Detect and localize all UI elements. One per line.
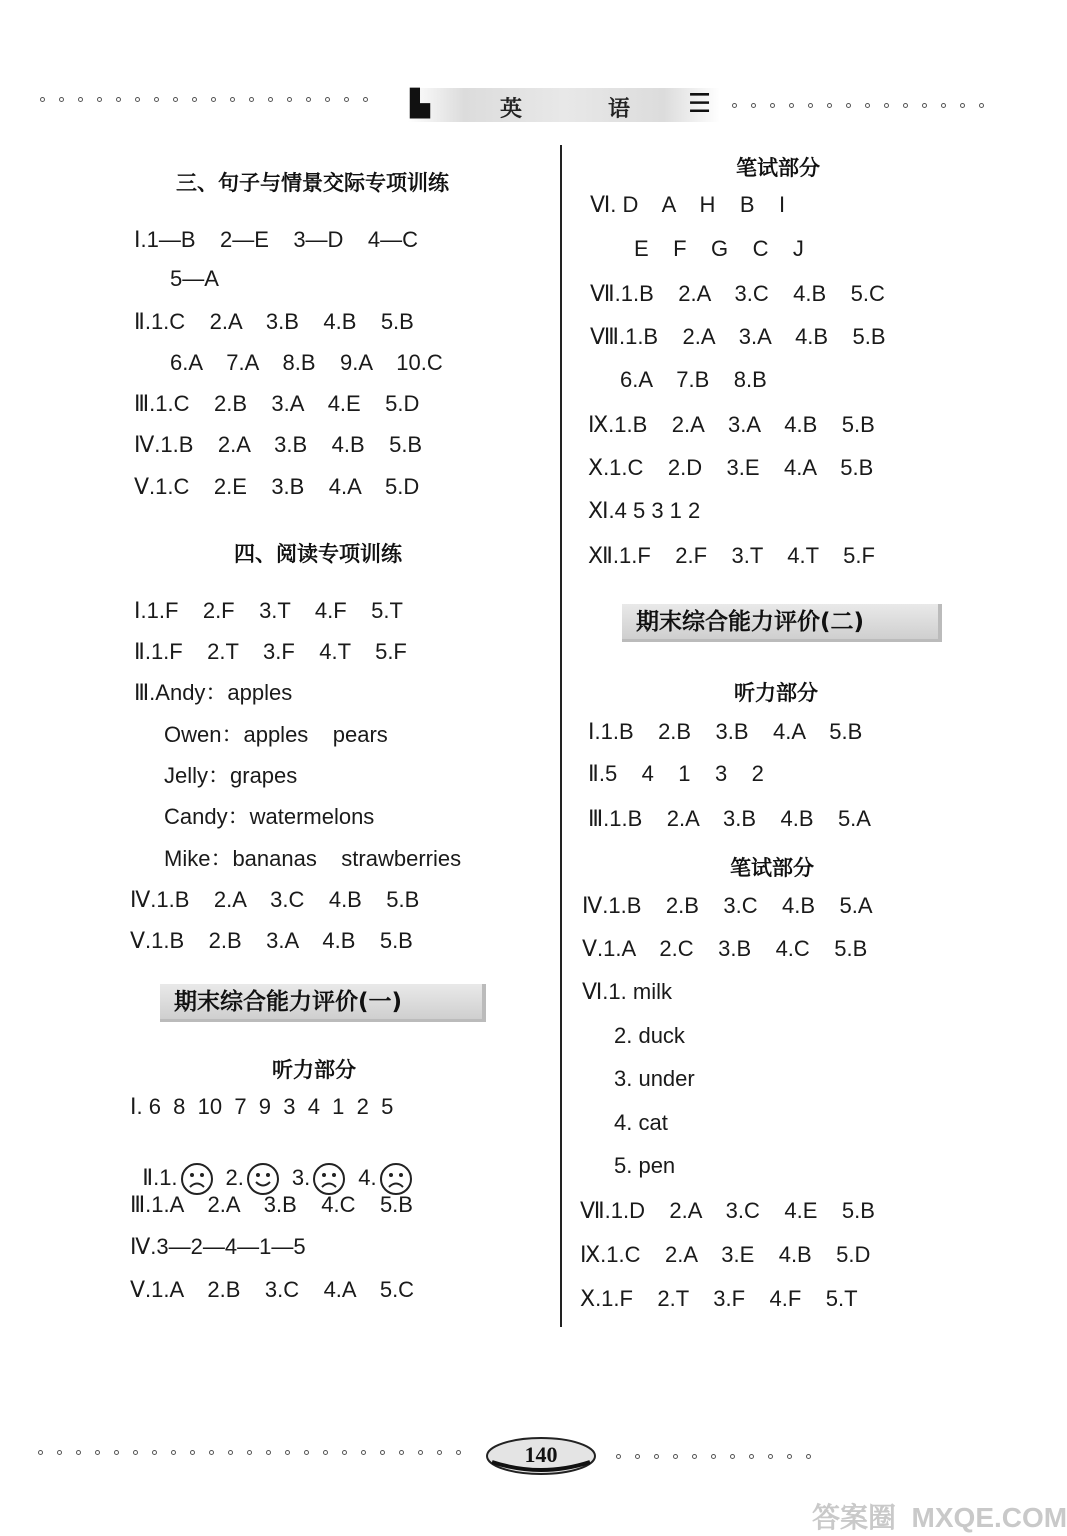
answer-line: Ⅸ.1.B 2.A 3.A 4.B 5.B	[588, 412, 875, 437]
sad-face-icon	[312, 1162, 346, 1196]
answer-line: Ⅳ.1.B 2.B 3.C 4.B 5.A	[582, 893, 873, 918]
page-number: 140	[524, 1442, 558, 1467]
listening-heading-1: 听力部分	[272, 1058, 356, 1082]
header-dots-left	[40, 97, 368, 102]
answer-line: Ⅹ.1.C 2.D 3.E 4.A 5.B	[588, 455, 874, 480]
answer-line: Ⅴ.1.A 2.B 3.C 4.A 5.C	[130, 1277, 415, 1302]
answer-line: Ⅻ.1.F 2.F 3.T 4.T 5.F	[588, 543, 875, 568]
watermark: 答案圈 MXQE.COM	[812, 1502, 1067, 1533]
sad-face-icon	[180, 1162, 214, 1196]
answer-line: 6.A 7.A 8.B 9.A 10.C	[170, 350, 443, 375]
answer-line: Ⅲ.1.C 2.B 3.A 4.E 5.D	[134, 391, 420, 416]
answer-line: Ⅵ.1. milk	[582, 979, 672, 1004]
answer-line: Candy：watermelons	[164, 804, 375, 829]
answer-line: Ⅰ. 6 8 10 7 9 3 4 1 2 5	[130, 1094, 394, 1119]
page-number-badge	[484, 1432, 598, 1478]
answer-line: 5—A	[170, 266, 219, 291]
answer-line: Ⅲ.1.A 2.A 3.B 4.C 5.B	[130, 1192, 413, 1217]
answer-line: Ⅶ.1.B 2.A 3.C 4.B 5.C	[590, 281, 885, 306]
section-title-reading: 四、阅读专项训练	[234, 542, 402, 566]
written-heading-2: 笔试部分	[730, 856, 814, 880]
answer-line: Ⅰ.1.B 2.B 3.B 4.A 5.B	[588, 719, 863, 744]
answer-line: 3. under	[614, 1066, 695, 1091]
section-title-sentences: 三、句子与情景交际专项训练	[176, 171, 449, 195]
exam-title-2: 期末综合能力评价(二)	[622, 604, 942, 642]
listening-heading-2: 听力部分	[734, 681, 818, 705]
header-dots-right	[732, 103, 984, 108]
answer-line: 4. cat	[614, 1110, 668, 1135]
answer-line: 2. duck	[614, 1023, 685, 1048]
answer-line: Ⅲ.Andy：apples	[134, 680, 293, 705]
answer-line: Ⅴ.1.C 2.E 3.B 4.A 5.D	[134, 474, 420, 499]
faces-line: Ⅱ.1. 2. 3. 4.	[130, 1140, 425, 1196]
answer-line: Ⅱ.1.C 2.A 3.B 4.B 5.B	[134, 309, 414, 334]
answer-line: Owen：apples pears	[164, 722, 388, 747]
answer-line: Ⅸ.1.C 2.A 3.E 4.B 5.D	[580, 1242, 871, 1267]
answer-line: Ⅲ.1.B 2.A 3.B 4.B 5.A	[588, 806, 871, 831]
answer-line: Ⅰ.1—B 2—E 3—D 4—C	[134, 227, 419, 252]
answer-line: Ⅶ.1.D 2.A 3.C 4.E 5.B	[580, 1198, 875, 1223]
answer-line: Mike：bananas strawberries	[164, 846, 462, 871]
header-ornament-right: ☰	[688, 88, 712, 118]
answer-line: Ⅵ. D A H B I	[590, 192, 786, 217]
answer-line: Ⅴ.1.A 2.C 3.B 4.C 5.B	[582, 936, 868, 961]
answer-line: 5. pen	[614, 1153, 676, 1178]
answer-line: Ⅱ.5 4 1 3 2	[588, 761, 764, 786]
header-ornament-left: ▙	[410, 88, 430, 118]
header-subject: 英 语	[500, 97, 630, 122]
footer-dots-right	[616, 1454, 811, 1459]
answer-line: 6.A 7.B 8.B	[620, 367, 767, 392]
answer-line: Ⅱ.1.F 2.T 3.F 4.T 5.F	[134, 639, 407, 664]
answer-line: Ⅺ.4 5 3 1 2	[588, 498, 701, 523]
answer-line: Ⅳ.1.B 2.A 3.B 4.B 5.B	[134, 432, 423, 457]
answer-line: Ⅹ.1.F 2.T 3.F 4.F 5.T	[580, 1286, 858, 1311]
footer-dots-left	[38, 1450, 461, 1455]
smiley-face-icon	[246, 1162, 280, 1196]
answer-line: Ⅰ.1.F 2.F 3.T 4.F 5.T	[134, 598, 403, 623]
written-heading-right: 笔试部分	[736, 156, 820, 180]
answer-line: Ⅳ.3—2—4—1—5	[130, 1234, 306, 1259]
answer-line: E F G C J	[634, 236, 804, 261]
sad-face-icon	[379, 1162, 413, 1196]
answer-line: Ⅴ.1.B 2.B 3.A 4.B 5.B	[130, 928, 413, 953]
answer-line: Ⅷ.1.B 2.A 3.A 4.B 5.B	[590, 324, 886, 349]
column-divider	[560, 145, 562, 1327]
exam-title-1: 期末综合能力评价(一)	[160, 984, 486, 1022]
answer-line: Jelly：grapes	[164, 763, 298, 788]
answer-line: Ⅳ.1.B 2.A 3.C 4.B 5.B	[130, 887, 420, 912]
